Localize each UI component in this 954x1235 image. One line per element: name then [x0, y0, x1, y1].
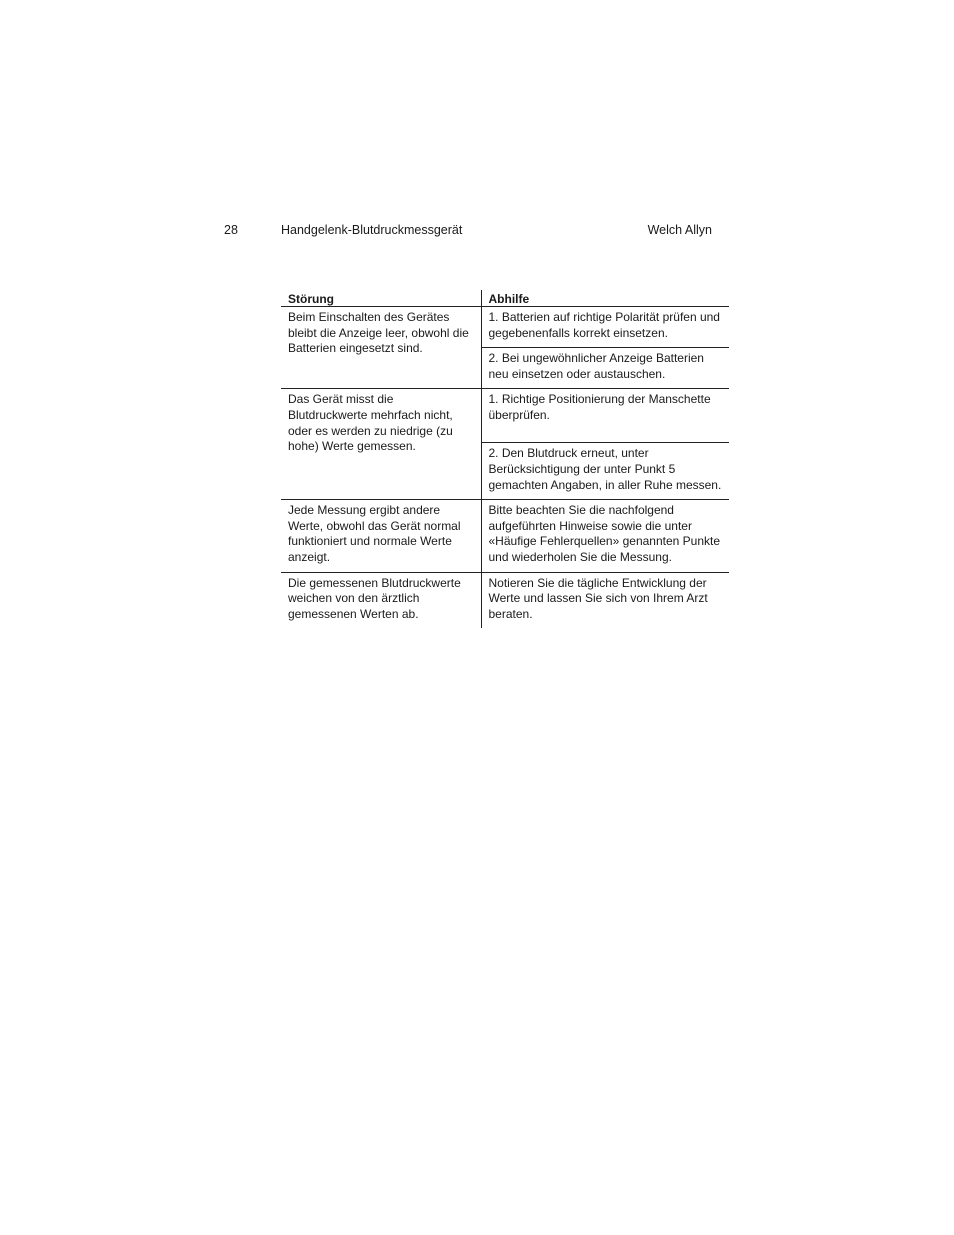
problem-cell: Die gemessenen Blutdruckwerte weichen von den ärztlich gemessenen Werten ab.	[288, 575, 461, 621]
problem-cell: Jede Messung ergibt andere Werte, obwohl das Gerät normal funktioniert und normale Werte anzeigt.	[281, 500, 481, 572]
remedy-cell: Bitte beachten Sie die nachfolgend aufgeführten Hinweise sowie die unter «Häufige Fehlerquellen» genannten Punkte und wiederholen Sie die Messung.	[481, 500, 729, 572]
remedy-cell: 2. Bei ungewöhnlicher Anzeige Batterien neu einsetzen oder austauschen.	[481, 348, 729, 389]
page-header	[224, 221, 712, 239]
remedy-cell: 2. Den Blutdruck erneut, unter Berücksichtigung der unter Punkt 5 gemachten Angaben, in aller Ruhe messen.	[481, 443, 729, 500]
problem-cell: Das Gerät misst die Blutdruckwerte mehrfach nicht, oder es werden zu niedrige (zu hohe) Werte gemessen.	[281, 389, 481, 500]
remedy-cell: 1. Richtige Positionierung der Manschette überprüfen.	[481, 389, 729, 443]
table-row	[281, 389, 729, 443]
column-header-problem: Störung	[281, 290, 481, 307]
table-header-row	[281, 290, 729, 307]
remedy-cell: 1. Batterien auf richtige Polarität prüfen und gegebenenfalls korrekt einsetzen.	[481, 307, 729, 348]
brand-name: Welch Allyn	[647, 223, 712, 237]
page-number: 28	[224, 223, 238, 237]
document-title: Handgelenk-Blutdruckmessgerät	[281, 223, 463, 237]
table-row	[281, 500, 729, 572]
table-row	[281, 307, 729, 348]
troubleshooting-table	[281, 290, 729, 628]
problem-cell: Beim Einschalten des Gerätes bleibt die Anzeige leer, obwohl die Batterien eingesetzt sind.	[281, 307, 481, 389]
table-row	[281, 572, 729, 628]
column-header-remedy: Abhilfe	[481, 290, 729, 307]
remedy-cell: Notieren Sie die tägliche Entwicklung der Werte und lassen Sie sich von Ihrem Arzt beraten.	[481, 572, 729, 628]
